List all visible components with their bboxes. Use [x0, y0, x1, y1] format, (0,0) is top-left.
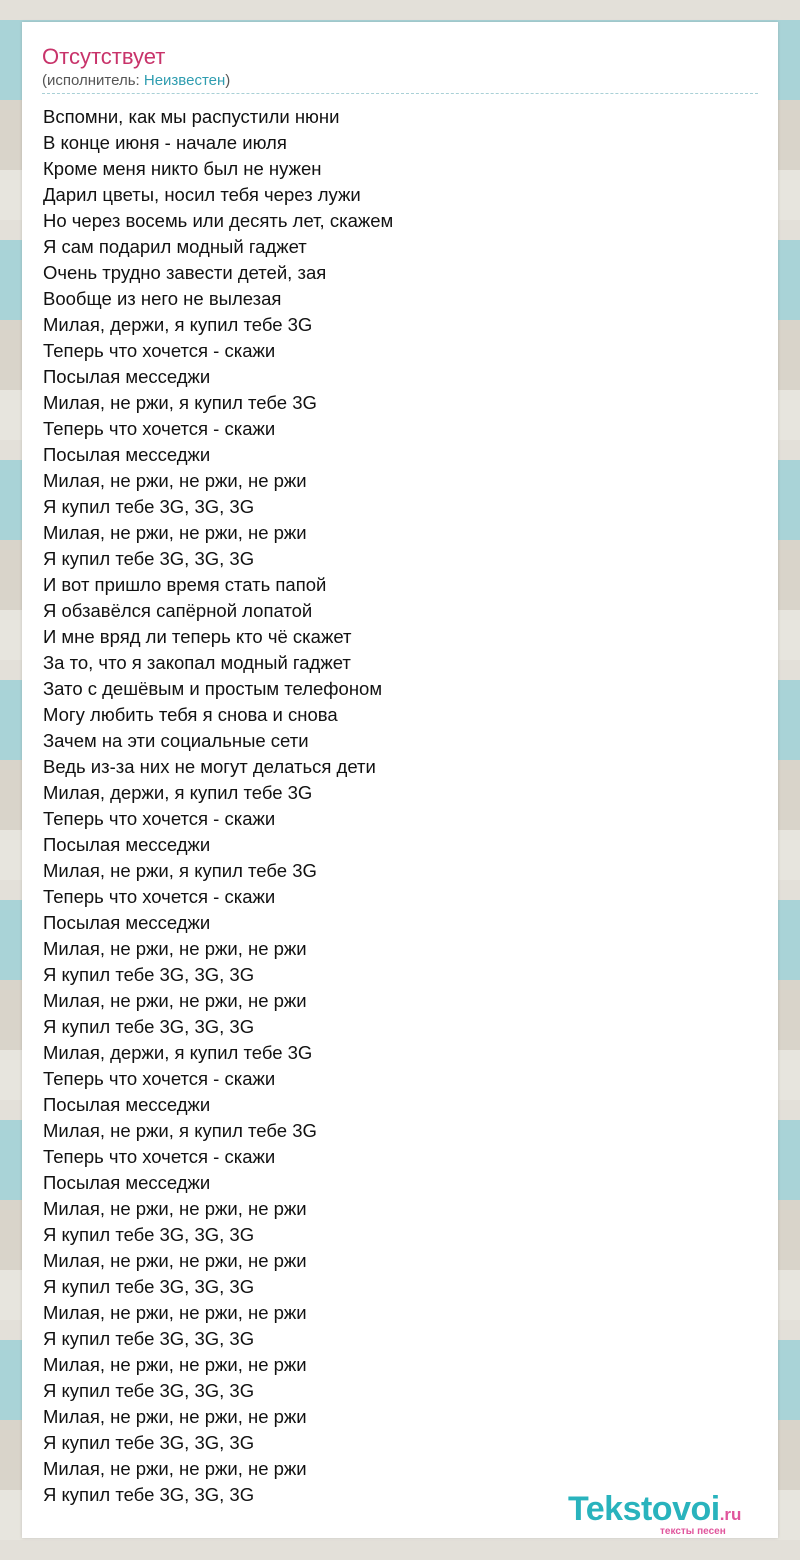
artist-suffix: ) — [225, 72, 231, 89]
lyric-line: Милая, не ржи, я купил тебе 3G — [43, 1120, 317, 1141]
lyric-line: Я купил тебе 3G, 3G, 3G — [43, 548, 255, 569]
lyric-line: Милая, не ржи, не ржи, не ржи — [43, 522, 307, 543]
lyric-line: Милая, не ржи, не ржи, не ржи — [43, 470, 307, 491]
lyric-line: В конце июня - начале июля — [43, 132, 287, 153]
lyric-line: Ведь из-за них не могут делаться дети — [43, 756, 376, 777]
lyric-line: Я купил тебе 3G, 3G, 3G — [43, 1276, 255, 1297]
site-logo[interactable] — [568, 1490, 742, 1537]
lyrics-card — [22, 22, 778, 1538]
logo-main-text: Tekstovoi — [568, 1490, 720, 1528]
lyric-line: Вспомни, как мы распустили нюни — [43, 106, 340, 127]
lyric-line: За то, что я закопал модный гаджет — [43, 652, 351, 673]
lyric-line: Посылая месседжи — [43, 1172, 211, 1193]
lyric-line: Теперь что хочется - скажи — [43, 418, 276, 439]
lyric-line: Милая, не ржи, не ржи, не ржи — [43, 938, 307, 959]
lyric-line: Зачем на эти социальные сети — [43, 730, 309, 751]
lyric-line: Я купил тебе 3G, 3G, 3G — [43, 1224, 255, 1245]
artist-line — [42, 72, 230, 90]
lyric-line: Милая, не ржи, не ржи, не ржи — [43, 1354, 307, 1375]
lyric-line: Милая, держи, я купил тебе 3G — [43, 1042, 313, 1063]
lyric-line: Дарил цветы, носил тебя через лужи — [43, 184, 361, 205]
lyric-line: Но через восемь или десять лет, скажем — [43, 210, 394, 231]
lyric-line: И вот пришло время стать папой — [43, 574, 327, 595]
lyric-line: Я купил тебе 3G, 3G, 3G — [43, 1432, 255, 1453]
lyric-line: Я сам подарил модный гаджет — [43, 236, 307, 257]
lyric-line: Милая, не ржи, не ржи, не ржи — [43, 990, 307, 1011]
song-title: Отсутствует — [42, 44, 166, 69]
lyric-line: Кроме меня никто был не нужен — [43, 158, 322, 179]
lyric-line: Зато с дешёвым и простым телефоном — [43, 678, 383, 699]
title-divider — [42, 93, 758, 94]
lyric-line: Посылая месседжи — [43, 912, 211, 933]
artist-prefix: (исполнитель: — [42, 72, 144, 89]
lyric-line: Милая, держи, я купил тебе 3G — [43, 782, 313, 803]
lyric-line: Очень трудно завести детей, зая — [43, 262, 327, 283]
lyric-line: Милая, держи, я купил тебе 3G — [43, 314, 313, 335]
artist-link[interactable]: Неизвестен — [143, 72, 226, 89]
lyrics-text — [43, 104, 393, 1508]
lyric-line: Теперь что хочется - скажи — [43, 1146, 276, 1167]
lyric-line: И мне вряд ли теперь кто чё скажет — [43, 626, 352, 647]
logo-tld: .ru — [719, 1505, 742, 1524]
lyric-line: Посылая месседжи — [43, 444, 211, 465]
lyric-line: Могу любить тебя я снова и снова — [43, 704, 338, 725]
lyric-line: Я купил тебе 3G, 3G, 3G — [43, 496, 255, 517]
lyric-line: Милая, не ржи, я купил тебе 3G — [43, 392, 317, 413]
lyric-line: Вообще из него не вылезая — [43, 288, 282, 309]
lyric-line: Посылая месседжи — [43, 834, 211, 855]
logo-tagline: тексты песен — [660, 1526, 726, 1537]
lyric-line: Я обзавёлся сапёрной лопатой — [43, 600, 313, 621]
lyric-line: Милая, не ржи, не ржи, не ржи — [43, 1302, 307, 1323]
lyric-line: Я купил тебе 3G, 3G, 3G — [43, 964, 255, 985]
lyric-line: Теперь что хочется - скажи — [43, 808, 276, 829]
lyric-line: Милая, не ржи, не ржи, не ржи — [43, 1250, 307, 1271]
lyric-line: Милая, не ржи, не ржи, не ржи — [43, 1198, 307, 1219]
lyric-line: Я купил тебе 3G, 3G, 3G — [43, 1380, 255, 1401]
lyric-line: Теперь что хочется - скажи — [43, 1068, 276, 1089]
lyric-line: Я купил тебе 3G, 3G, 3G — [43, 1016, 255, 1037]
lyric-line: Теперь что хочется - скажи — [43, 340, 276, 361]
lyric-line: Посылая месседжи — [43, 366, 211, 387]
lyric-line: Я купил тебе 3G, 3G, 3G — [43, 1328, 255, 1349]
lyric-line: Посылая месседжи — [43, 1094, 211, 1115]
lyric-line: Милая, не ржи, я купил тебе 3G — [43, 860, 317, 881]
lyric-line: Теперь что хочется - скажи — [43, 886, 276, 907]
lyric-line: Милая, не ржи, не ржи, не ржи — [43, 1406, 307, 1427]
lyric-line: Милая, не ржи, не ржи, не ржи — [43, 1458, 307, 1479]
lyric-line: Я купил тебе 3G, 3G, 3G — [43, 1484, 255, 1505]
